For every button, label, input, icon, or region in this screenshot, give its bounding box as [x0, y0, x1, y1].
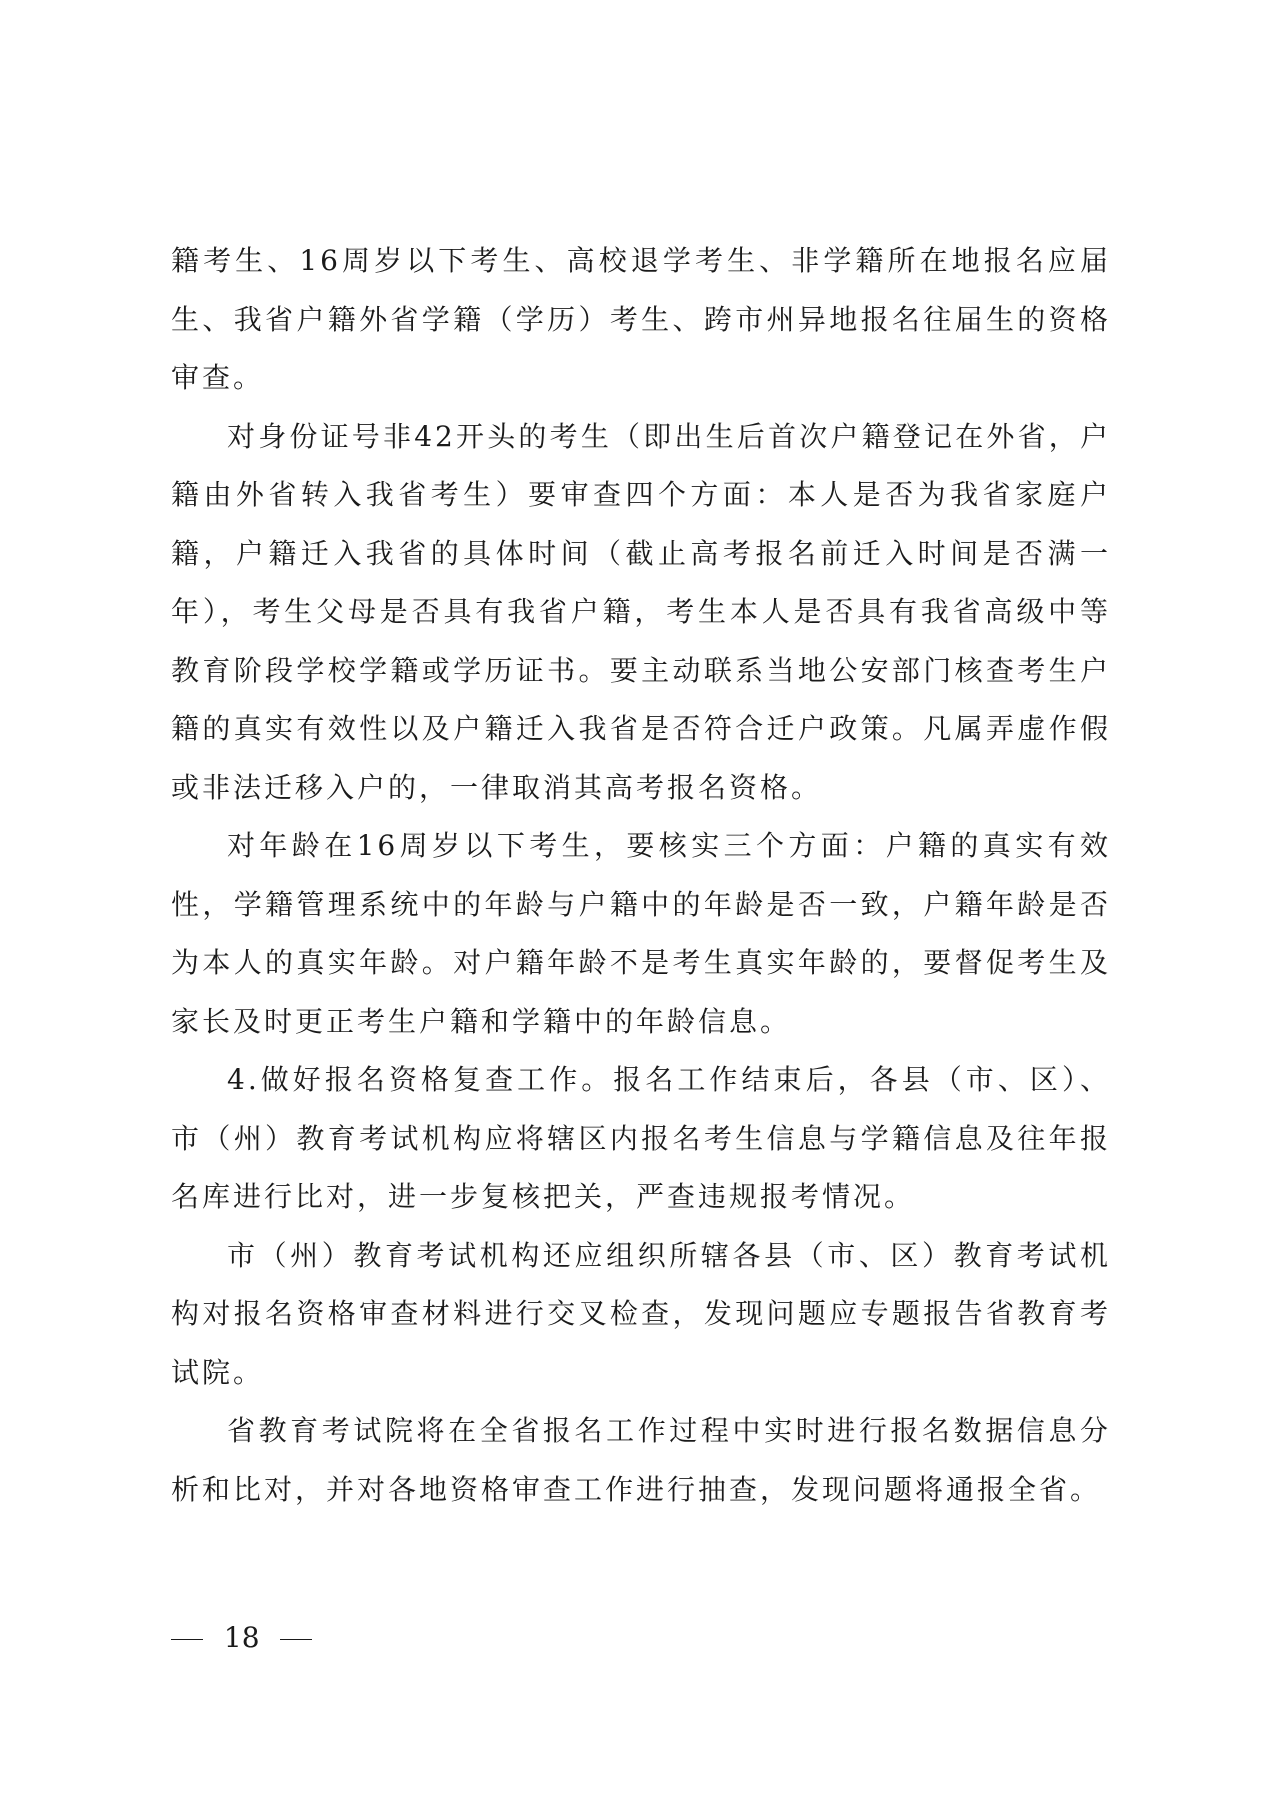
paragraph-provincial-analysis: 省教育考试院将在全省报名工作过程中实时进行报名数据信息分析和比对，并对各地资格审查工作进行抽查，发现问题将通报全省。 [171, 1414, 1111, 1506]
footer-dash-right [280, 1639, 312, 1641]
paragraph-cross-check: 市（州）教育考试机构还应组织所辖各县（市、区）教育考试机构对报名资格审查材料进行交叉检查，发现问题应专题报告省教育考试院。 [171, 1238, 1111, 1389]
paragraph-age-review: 对年龄在16周岁以下考生，要核实三个方面：户籍的真实有效性，学籍管理系统中的年龄与户籍中的年龄是否一致，户籍年龄是否为本人的真实年龄。对户籍年龄不是考生真实年龄的，要督促考生及家长及时更正考生户籍和学籍中的年龄信息。 [171, 829, 1111, 1038]
paragraph-id-number-review: 对身份证号非42开头的考生（即出生后首次户籍登记在外省，户籍由外省转入我省考生）要审查四个方面：本人是否为我省家庭户籍，户籍迁入我省的具体时间（截止高考报名前迁入时间是否满一年），考生父母是否具有我省户籍，考生本人是否具有我省高级中等教育阶段学校学籍或学历证书。要主动联系当地公安部门核查考生户籍的真实有效性以及户籍迁入我省是否符合迁户政策。凡属弄虚作假或非法迁移入户的，一律取消其高考报名资格。 [171, 419, 1111, 804]
page-footer [171, 1618, 312, 1658]
page-number: 18 [223, 1621, 260, 1654]
paragraph-recheck-work: 4.做好报名资格复查工作。报名工作结束后，各县（市、区）、市（州）教育考试机构应将辖区内报名考生信息与学籍信息及往年报名库进行比对，进一步复核把关，严查违规报考情况。 [171, 1063, 1111, 1213]
paragraph-continued: 籍考生、16周岁以下考生、高校退学考生、非学籍所在地报名应届生、我省户籍外省学籍（学历）考生、跨市州异地报名往届生的资格审查。 [171, 244, 1111, 394]
footer-dash-left [171, 1639, 203, 1641]
document-body [171, 232, 1111, 1519]
